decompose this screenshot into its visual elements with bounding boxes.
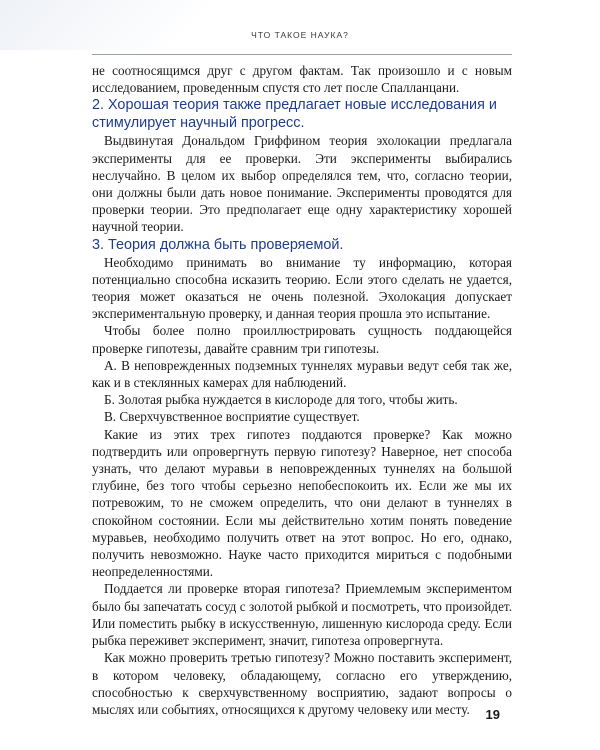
paragraph-continuation: не соотносящимся друг с другом фактам. Так произошло и с новым исследованием, проведенным спустя сто лет после Спалланцани.: [92, 63, 512, 96]
running-head: ЧТО ТАКОЕ НАУКА?: [251, 30, 349, 40]
section-heading-2: 2. Хорошая теория также предлагает новые исследования и стимулирует научный прогресс.: [92, 97, 497, 132]
corner-decoration: [0, 0, 210, 50]
header-divider: [92, 54, 512, 55]
paragraph-esp: Как можно проверить третью гипотезу? Можно поставить эксперимент, в котором человеку, обладающему, согласно его утверждению, способностью к сверхчувственному восприятию, задают вопросы о мыслях или событиях, относящихся к другому человеку или месту.: [92, 650, 512, 717]
section-heading-3: 3. Теория должна быть проверяемой.: [92, 236, 344, 253]
hypothesis-a: А. В неповрежденных подземных туннелях муравьи ведут себя так же, как и в стеклянных камерах для наблюдений.: [92, 357, 512, 391]
paragraph-compare: Чтобы более полно проиллюстрировать сущность поддающейся проверке гипотезы, давайте сравним три гипотезы.: [92, 323, 512, 356]
paragraph-information: Необходимо принимать во внимание ту информацию, которая потенциально способна исказить теорию. Если этого сделать не удается, теория может оказаться не очень полезной. Эхолокация допускает экспериментальную проверку, и данная теория прошла это испытание.: [92, 254, 512, 322]
page-number: 19: [485, 707, 500, 722]
paragraph-griffin: Выдвинутая Дональдом Гриффином теория эхолокации предлагала эксперименты для ее проверки. Эти эксперименты выбирались неслучайно. В целом их выбор определялся тем, что, согласно теории, они должны были дать новое понимание. Эксперименты проводятся для проверки теории. Это предполагает еще одну характеристику хорошей научной теории.: [92, 133, 512, 235]
paragraph-ants: Какие из этих трех гипотез поддаются проверке? Как можно подтвердить или опровергнуть первую гипотезу? Наверное, нет способа узнать, что делают муравьи в неповрежденных туннелях на большой глубине, без того чтобы серьезно непобеспокоить их. Если же мы их потревожим, то не сможем определить, что они делают в туннелях в спокойном состоянии. Если мы действительно хотим понять поведение муравьев, необходимо получить ответ на этот вопрос. Но его, однако, получить невозможно. Науке часто приходится мириться с подобными неопределенностями.: [92, 426, 512, 580]
page-body: [92, 62, 512, 718]
hypothesis-b: Б. Золотая рыбка нуждается в кислороде для того, чтобы жить.: [104, 392, 458, 408]
hypothesis-c: В. Сверхчувственное восприятие существует.: [104, 409, 360, 425]
paragraph-goldfish: Поддается ли проверке вторая гипотеза? Приемлемым экспериментом было бы запечатать сосуд с золотой рыбкой и посмотреть, что произойдет. Или поместить рыбку в искусственную, лишенную кислорода среду. Если рыбка переживет эксперимент, значит, гипотеза опровергнута.: [92, 581, 512, 649]
